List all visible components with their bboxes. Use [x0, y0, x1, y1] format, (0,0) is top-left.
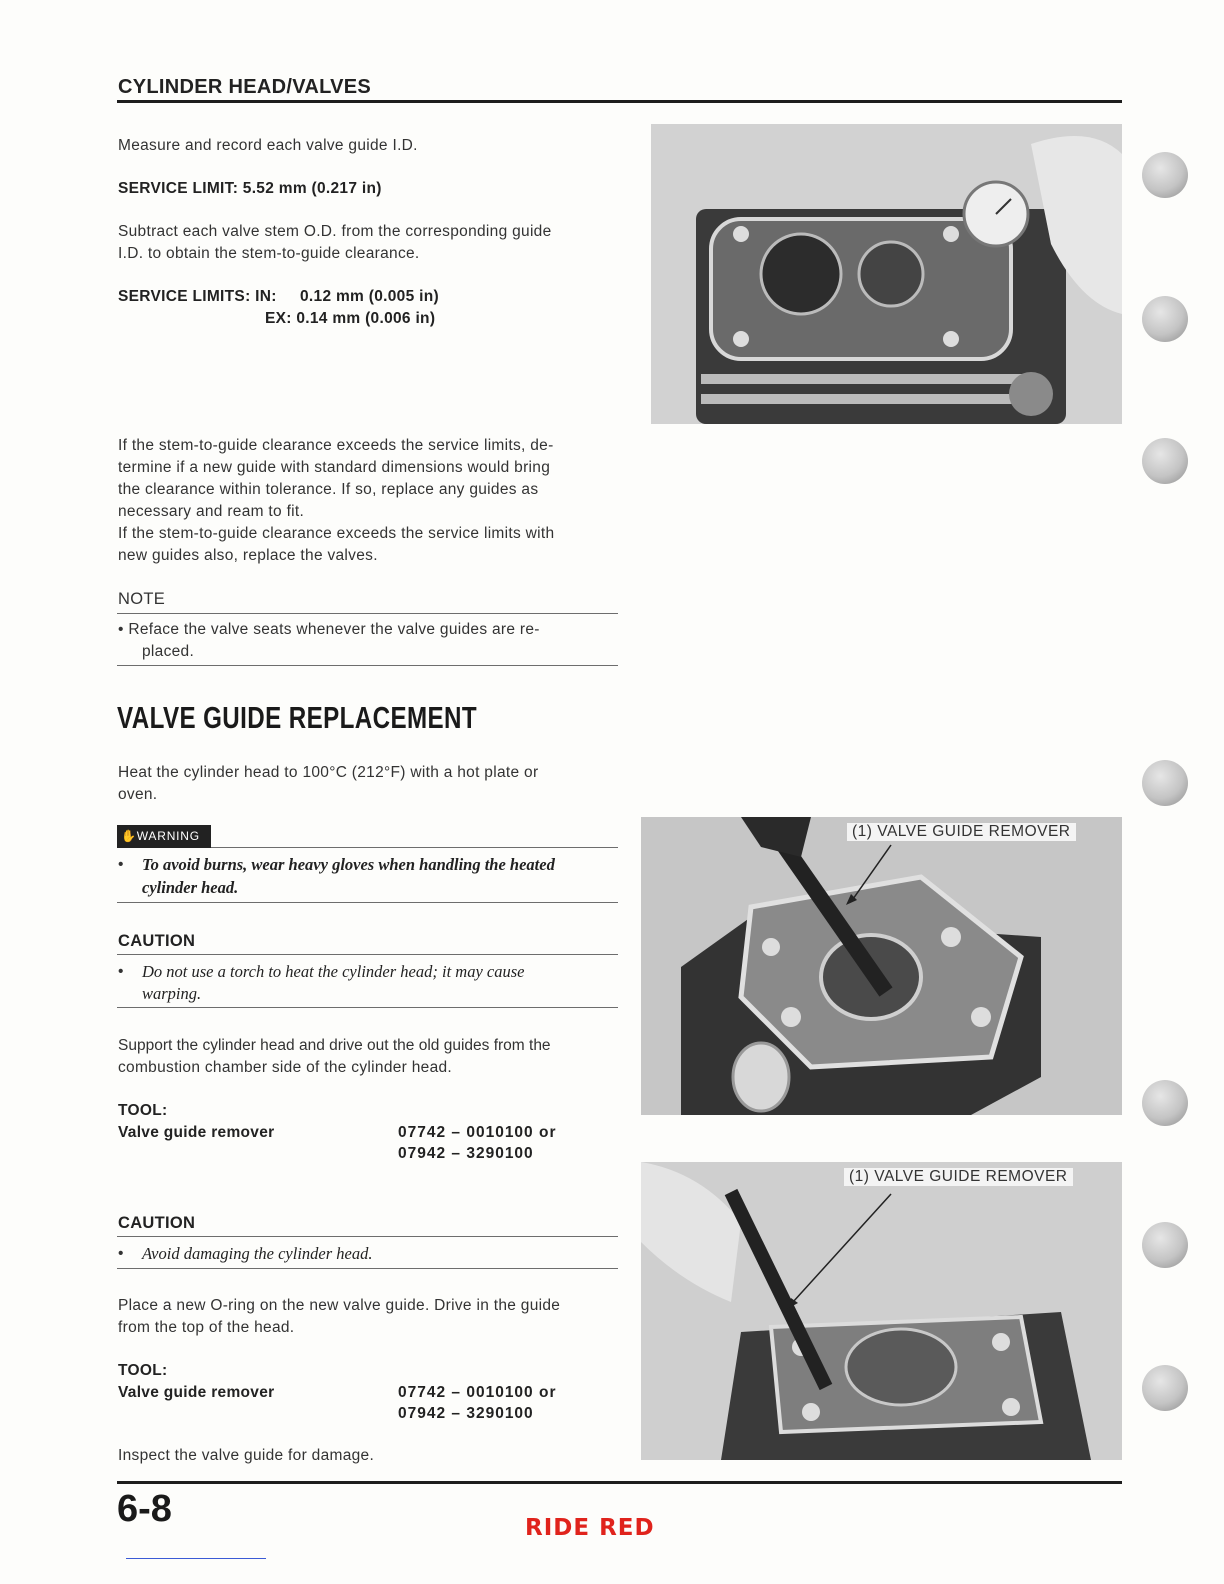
tool-2-name: Valve guide remover [118, 1384, 275, 1401]
header-rule [117, 100, 1122, 103]
warning-line-2: cylinder head. [142, 878, 239, 897]
footer-link-underline [126, 1558, 266, 1559]
caution-1-line-2: warping. [142, 984, 202, 1003]
binder-hole [1142, 296, 1188, 342]
heat-line-1: Heat the cylinder head to 100°C (212°F) with a hot plate or [118, 764, 539, 781]
support-line-2: combustion chamber side of the cylinder head. [118, 1059, 453, 1076]
place-line-1: Place a new O-ring on the new valve guide. Drive in the guide [118, 1297, 561, 1314]
valve-guide-install-illustration [641, 1162, 1122, 1460]
binder-hole [1142, 1365, 1188, 1411]
cylinder-head-illustration [651, 124, 1122, 424]
page-number: 6-8 [117, 1488, 172, 1530]
note-line-1: • Reface the valve seats whenever the valve guides are re- [118, 621, 540, 638]
binder-hole [1142, 1080, 1188, 1126]
heat-line-2: oven. [118, 786, 158, 803]
caution-2-title: CAUTION [118, 1214, 196, 1232]
warning-bottom-rule [117, 902, 618, 903]
warning-label: WARNING [136, 829, 200, 843]
subtract-line-2: I.D. to obtain the stem-to-guide clearance. [118, 245, 420, 262]
subtract-line-1: Subtract each valve stem O.D. from the corresponding guide [118, 223, 552, 240]
photo-driving-in-guide [641, 1162, 1122, 1460]
caution-2-bullet: • [118, 1245, 124, 1262]
photo-driving-out-guide [641, 817, 1122, 1115]
inspect-text: Inspect the valve guide for damage. [118, 1447, 375, 1464]
caution-2-top-rule [117, 1236, 618, 1237]
caution-1-title: CAUTION [118, 932, 196, 950]
page-header-title: CYLINDER HEAD/VALVES [118, 76, 372, 98]
photo-guide-measurement [651, 124, 1122, 424]
measure-text: Measure and record each valve guide I.D. [118, 137, 418, 154]
clearance-paragraph [118, 435, 618, 567]
service-limit: SERVICE LIMIT: 5.52 mm (0.217 in) [118, 180, 382, 197]
valve-guide-remover-illustration [641, 817, 1122, 1115]
paragraph-line: If the stem-to-guide clearance exceeds the service limits, de- [118, 437, 554, 454]
binder-hole [1142, 760, 1188, 806]
tool-1-title: TOOL: [118, 1102, 168, 1119]
warning-icon: ✋ [121, 829, 137, 843]
note-top-rule [117, 613, 618, 614]
tool-1-part-number-2: 07942 – 3290100 [398, 1145, 534, 1162]
footer-rule [117, 1481, 1122, 1484]
tool-1-part-number-1: 07742 – 0010100 or [398, 1124, 557, 1141]
warning-bullet: • [118, 856, 124, 873]
paragraph-line: necessary and ream to fit. [118, 503, 305, 520]
note-bottom-rule [117, 665, 618, 666]
binder-hole [1142, 152, 1188, 198]
tool-2-title: TOOL: [118, 1362, 168, 1379]
caution-1-top-rule [117, 954, 618, 955]
caution-1-bottom-rule [117, 1007, 618, 1008]
tool-1-name: Valve guide remover [118, 1124, 275, 1141]
section-title: VALVE GUIDE REPLACEMENT [117, 700, 478, 735]
warning-badge [117, 825, 211, 848]
photo-3-label: (1) VALVE GUIDE REMOVER [844, 1168, 1073, 1186]
paragraph-line: If the stem-to-guide clearance exceeds the service limits with [118, 525, 555, 542]
warning-line-1: To avoid burns, wear heavy gloves when handling the heated [142, 855, 555, 874]
caution-2-bottom-rule [117, 1268, 618, 1269]
note-line-2: placed. [142, 643, 195, 660]
paragraph-line: new guides also, replace the valves. [118, 547, 378, 564]
caution-1-bullet: • [118, 963, 124, 980]
service-limits-label: SERVICE LIMITS: IN: [118, 288, 277, 305]
caution-1-line-1: Do not use a torch to heat the cylinder head; it may cause [142, 962, 525, 981]
paragraph-line: termine if a new guide with standard dimensions would bring [118, 459, 551, 476]
warning-top-rule [211, 847, 618, 848]
place-line-2: from the top of the head. [118, 1319, 295, 1336]
note-title: NOTE [118, 590, 166, 608]
brand-logo-text: RIDE RED [525, 1515, 655, 1541]
tool-2-part-number-2: 07942 – 3290100 [398, 1405, 534, 1422]
caution-2-line-1: Avoid damaging the cylinder head. [142, 1244, 373, 1263]
paragraph-line: the clearance within tolerance. If so, replace any guides as [118, 481, 539, 498]
binder-hole [1142, 438, 1188, 484]
service-limits-ex: EX: 0.14 mm (0.006 in) [265, 310, 436, 327]
service-limits-in: 0.12 mm (0.005 in) [300, 288, 439, 305]
support-line-1: Support the cylinder head and drive out the old guides from the [118, 1037, 551, 1054]
binder-hole [1142, 1222, 1188, 1268]
tool-2-part-number-1: 07742 – 0010100 or [398, 1384, 557, 1401]
photo-2-label: (1) VALVE GUIDE REMOVER [847, 823, 1076, 841]
